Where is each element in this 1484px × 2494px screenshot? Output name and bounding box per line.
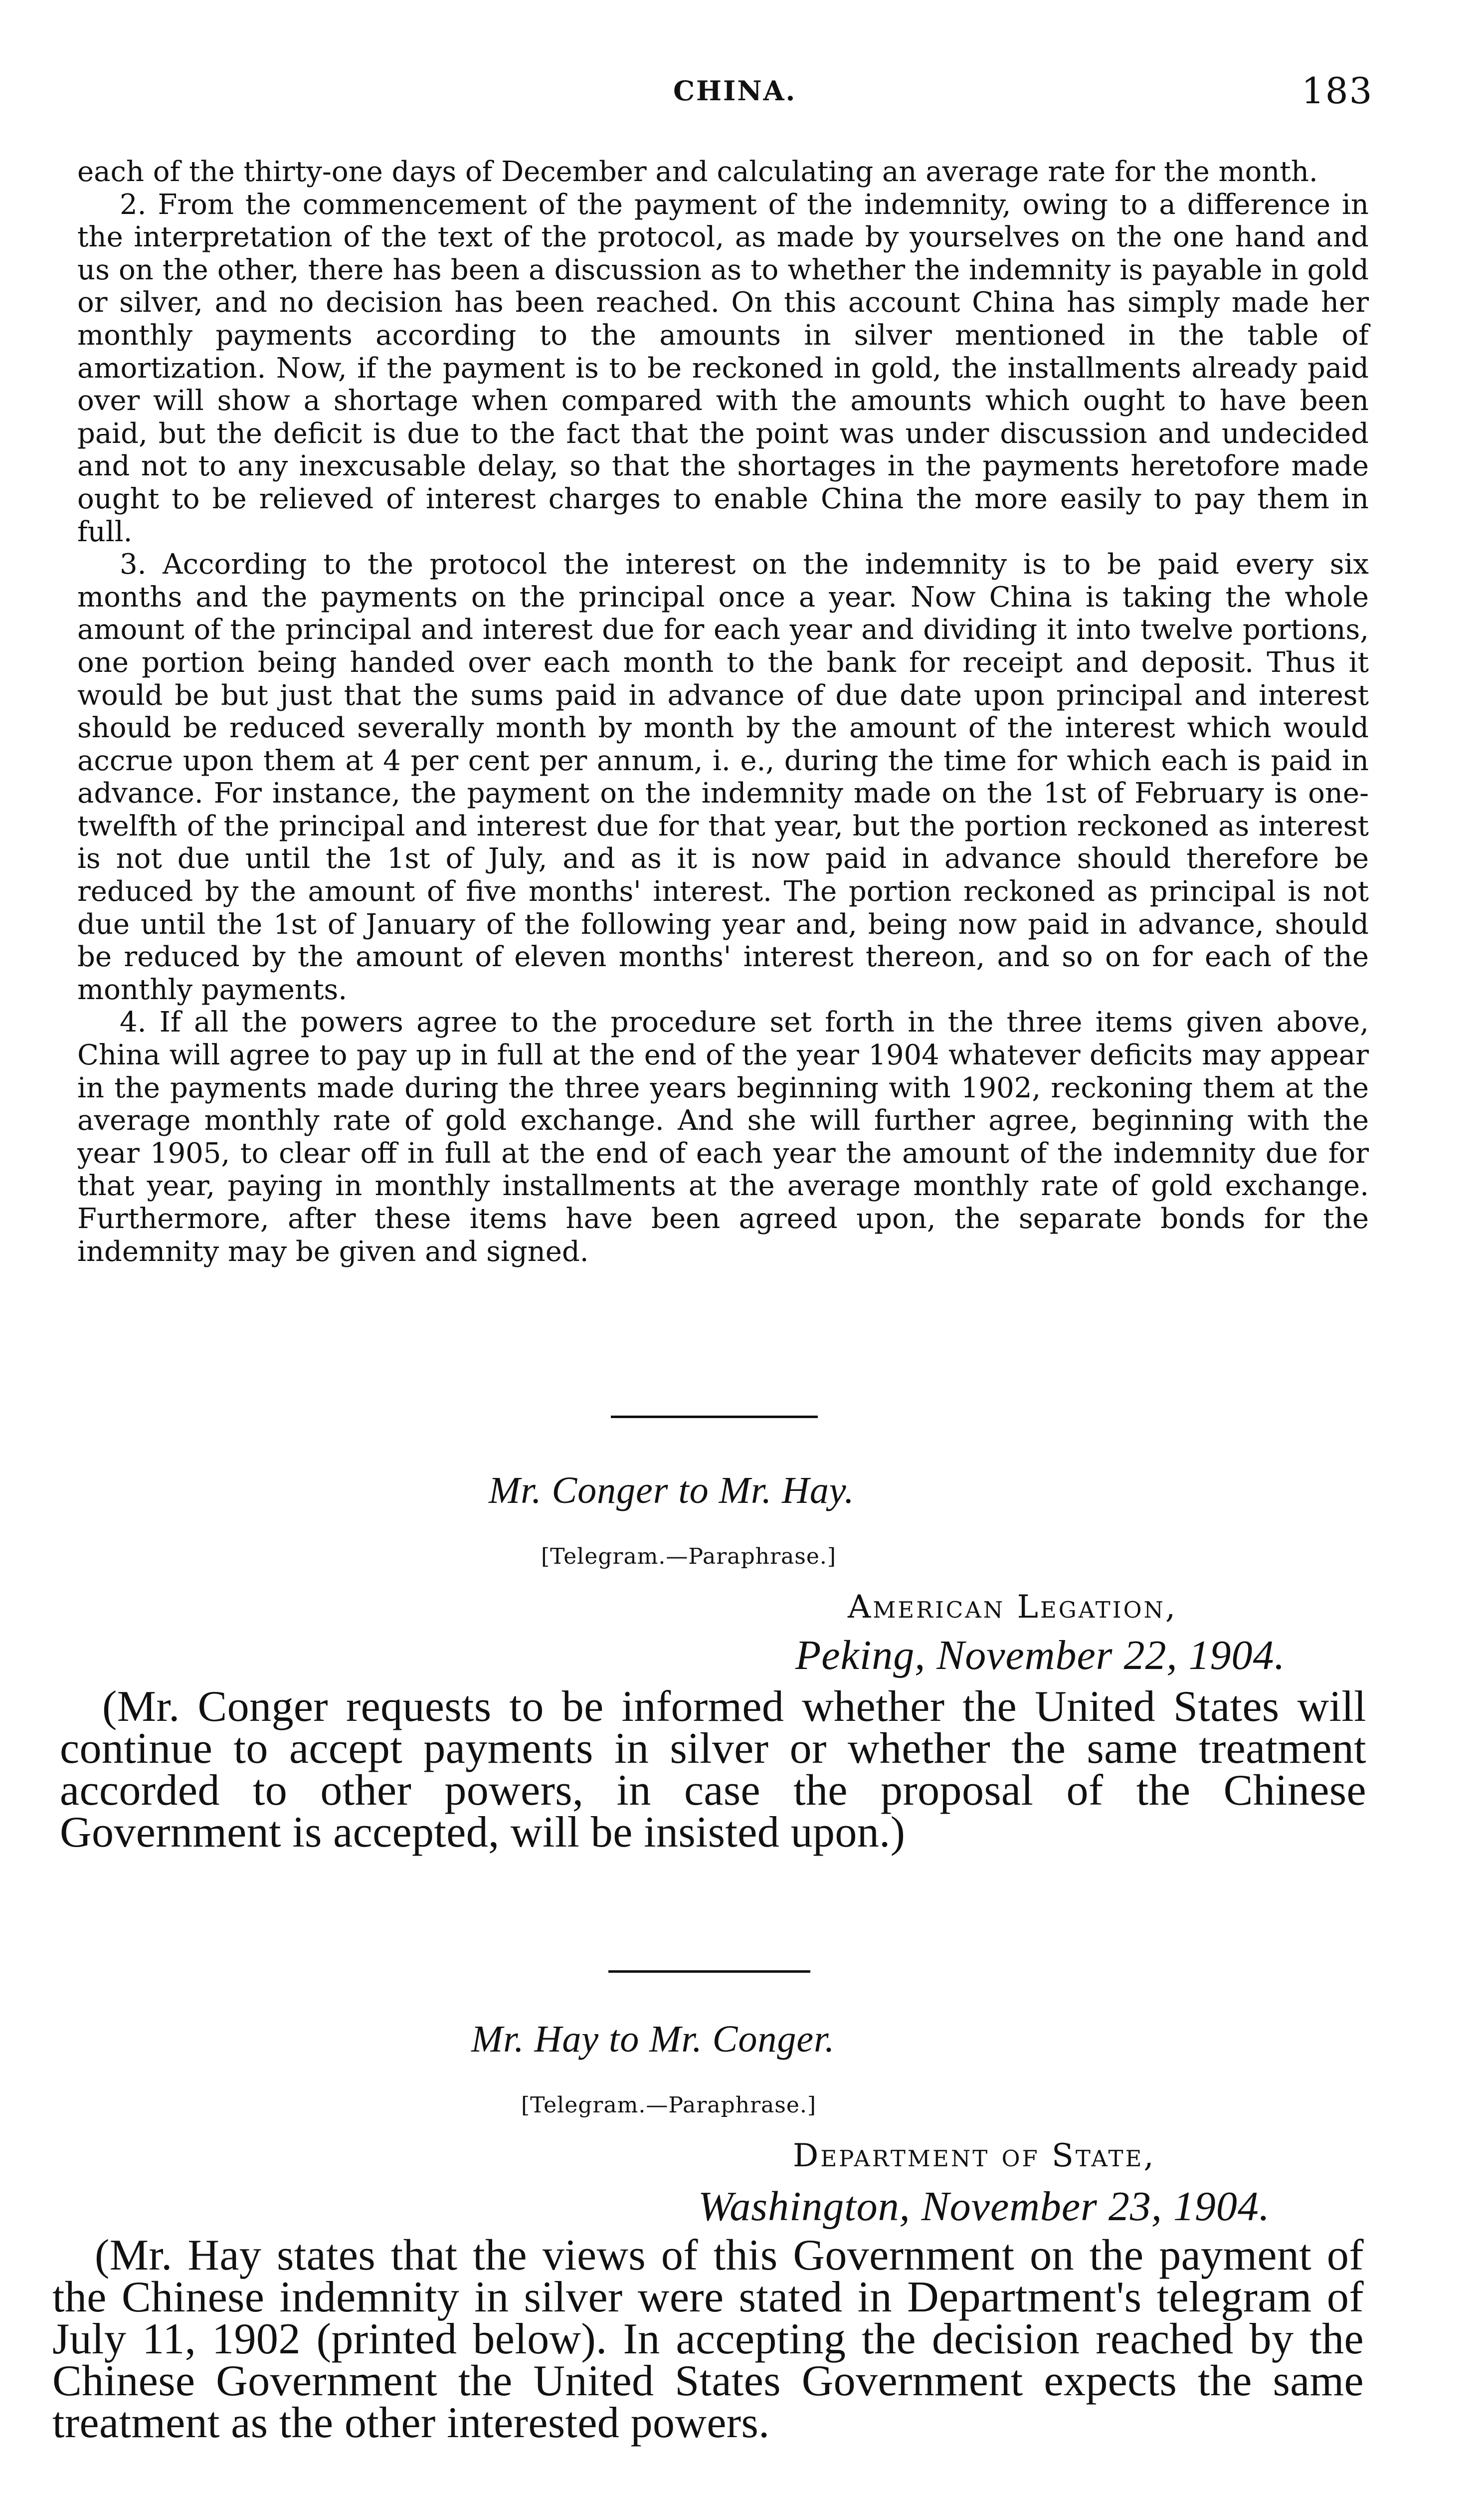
body-text (77, 156, 1369, 1268)
summary-text: (Mr. Hay states that the views of this Government on the payment of the Chinese indemnity in silver were stated in Department's telegram of July 11, 1902 (printed below). In accepting the decision reached by the Chinese Government the United States Government expects the same treatment as the other interested powers. (52, 2231, 1364, 2447)
telegram-note: [Telegram.—Paraphrase.] (521, 2092, 817, 2118)
running-title: CHINA. (673, 75, 797, 107)
summary-text: (Mr. Conger requests to be informed whether the United States will continue to accept payments in silver or whether the same treatment accorded to other powers, in case the proposal of the Chinese Government is accepted, will be insisted upon.) (60, 1682, 1366, 1857)
sender-office: American Legation, (848, 1589, 1178, 1626)
paragraph-item-3: 3. According to the protocol the interest on the indemnity is to be paid every six months and the payments on the principal once a year. Now China is taking the whole amount of the principal and interest due for each year and dividing it into twelve portions, one portion being handed over each month to the bank for receipt and deposit. Thus it would be but just that the sums paid in advance of due date upon principal and interest should be reduced severally month by month by the amount of the interest which would accrue upon them at 4 per cent per annum, i. e., during the time for which each is paid in advance. For instance, the payment on the indemnity made on the 1st of February is one-twelfth of the principal and interest due for that year, but the portion reckoned as interest is not due until the 1st of July, and as it is now paid in advance should therefore be reduced by the amount of five months' interest. The portion reckoned as principal is not due until the 1st of January of the following year and, being now paid in advance, should be reduced by the amount of eleven months' interest thereon, and so on for each of the monthly payments. (77, 548, 1369, 1006)
sender-office: Department of State, (793, 2137, 1156, 2174)
letter-summary (52, 2231, 1364, 2447)
section-divider (608, 1970, 810, 1973)
letter-heading: Mr. Conger to Mr. Hay. (489, 1469, 855, 1511)
paragraph-item-2: 2. From the commencement of the payment of the indemnity, owing to a difference in the interpretation of the text of the protocol, as made by yourselves on the one hand and us on the other, there has been a discussion as to whether the indemnity is payable in gold or silver, and no decision has been reached. On this account China has simply made her monthly payments according to the amounts in silver mentioned in the table of amortization. Now, if the payment is to be reckoned in gold, the installments already paid over will show a shortage when compared with the amounts which ought to have been paid, but the deficit is due to the fact that the point was under discussion and undecided and not to any inexcusable delay, so that the shortages in the payments heretofore made ought to be relieved of interest charges to enable China the more easily to pay them in full. (77, 188, 1369, 548)
letter-heading: Mr. Hay to Mr. Conger. (471, 2018, 835, 2060)
letter-summary (60, 1682, 1366, 1857)
paragraph-item-4: 4. If all the powers agree to the procedure set forth in the three items given above, China will agree to pay up in full at the end of the year 1904 whatever deficits may appear in the payments made during the three years beginning with 1902, reckoning them at the average monthly rate of gold exchange. And she will further agree, beginning with the year 1905, to clear off in full at the end of each year the amount of the indemnity due for that year, paying in monthly installments at the average monthly rate of gold exchange. Furthermore, after these items have been agreed upon, the separate bonds for the indemnity may be given and signed. (77, 1006, 1369, 1268)
continued-paragraph: each of the thirty-one days of December and calculating an average rate for the month. (77, 156, 1318, 188)
place-date: Washington, November 23, 1904. (698, 2183, 1270, 2230)
page-number: 183 (1301, 70, 1373, 112)
section-divider (611, 1416, 818, 1418)
place-date: Peking, November 22, 1904. (795, 1632, 1286, 1678)
telegram-note: [Telegram.—Paraphrase.] (541, 1544, 837, 1569)
